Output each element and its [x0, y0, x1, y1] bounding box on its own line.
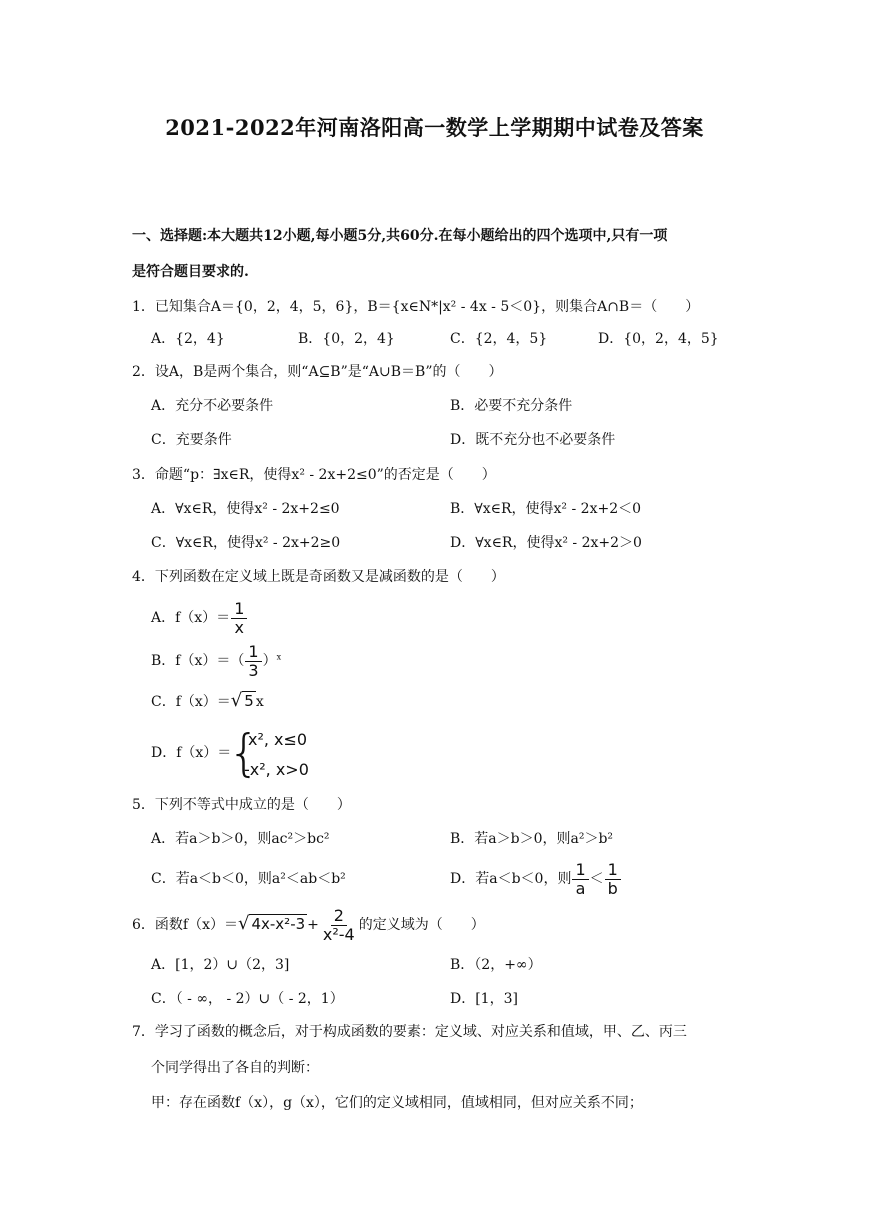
q3-option-d: D．∀x∈R，使得x² - 2x+2＞0: [450, 535, 642, 551]
q6-option-c: C．（ - ∞， - 2）∪（ - 2，1）: [151, 991, 344, 1007]
q1-option-b: B．{0，2，4}: [298, 331, 395, 347]
q4-d-case-1: x², x≤0: [248, 730, 308, 749]
left-brace-icon: {: [228, 724, 260, 782]
q4-a-fraction: [231, 600, 247, 637]
page-title: 2021-2022年河南洛阳高一数学上学期期中试卷及答案: [165, 115, 704, 140]
q7-stem-line-1: 7．学习了函数的概念后，对于构成函数的要素：定义域、对应关系和值域，甲、乙、丙三: [132, 1024, 687, 1040]
q6-fraction: [320, 907, 358, 944]
q6-option-b: B．（2，+∞）: [450, 957, 542, 973]
q5-stem: 5．下列不等式中成立的是（ ）: [132, 797, 351, 813]
q5-d-prefix: D．若a＜b＜0，则: [450, 871, 572, 887]
q6-stem-prefix: 6．函数f（x）＝: [132, 917, 238, 933]
q6-numerator: 2: [331, 907, 347, 926]
q2-stem: 2．设A，B是两个集合，则“A⊆B”是“A∪B＝B”的（ ）: [132, 364, 503, 380]
q3-option-c: C．∀x∈R，使得x² - 2x+2≥0: [151, 535, 341, 551]
q4-b-numerator: 1: [245, 643, 261, 662]
q5-option-d: [450, 860, 622, 898]
q4-a-numerator: 1: [231, 600, 247, 619]
q4-option-a: [151, 599, 248, 637]
sqrt-icon: √: [237, 913, 250, 934]
q4-b-denominator: 3: [248, 660, 259, 680]
q4-b-prefix: B．f（x）＝（: [151, 653, 245, 669]
q1-stem: 1．已知集合A＝{0，2，4，5，6}，B＝{x∈N*|x² - 4x - 5＜0}，则集合A∩B＝（ ）: [132, 299, 700, 315]
q4-c-radicand: 5: [244, 692, 254, 710]
q4-a-prefix: A．f（x）＝: [151, 610, 231, 626]
q6-option-d: D．[1，3]: [450, 991, 518, 1007]
q4-d-prefix: D．f（x）＝: [151, 745, 232, 761]
sqrt-icon: √: [230, 690, 243, 711]
q5-d-relation: ＜: [589, 871, 604, 887]
q2-option-b: B．必要不充分条件: [450, 398, 573, 414]
q5-d-numerator-2: 1: [605, 861, 621, 880]
q7-stem-line-2: 个同学得出了各自的判断：: [151, 1060, 319, 1076]
q2-option-a: A．充分不必要条件: [151, 398, 274, 414]
q4-b-fraction: [245, 643, 261, 680]
q5-d-fraction-2: [605, 861, 621, 898]
q5-option-c: C．若a＜b＜0，则a²＜ab＜b²: [151, 871, 346, 887]
q5-option-a: A．若a＞b＞0，则ac²＞bc²: [151, 831, 330, 847]
q5-d-fraction-1: [572, 861, 588, 898]
q6-stem-suffix: 的定义域为（ ）: [358, 917, 485, 933]
q6-plus: +: [307, 917, 319, 933]
q5-d-numerator-1: 1: [572, 861, 588, 880]
q1-option-d: D．{0，2，4，5}: [598, 331, 719, 347]
q3-option-a: A．∀x∈R，使得x² - 2x+2≤0: [151, 501, 340, 517]
q5-option-b: B．若a＞b＞0，则a²＞b²: [450, 831, 614, 847]
q1-option-a: A．{2，4}: [151, 331, 225, 347]
q4-b-exponent: x: [276, 652, 282, 662]
q4-a-denominator: x: [234, 617, 245, 637]
q6-denominator: x²-4: [322, 924, 355, 944]
q4-option-d: [151, 743, 231, 763]
q4-stem: 4．下列函数在定义域上既是奇函数又是减函数的是（ ）: [132, 569, 505, 585]
q3-option-b: B．∀x∈R，使得x² - 2x+2＜0: [450, 501, 642, 517]
q4-c-prefix: C．f（x）＝: [151, 694, 231, 710]
q6-option-a: A．[1，2）∪（2，3]: [151, 957, 290, 973]
q6-stem: [132, 905, 485, 944]
q3-stem: 3．命题“p：∃x∈R，使得x² - 2x+2≤0”的否定是（ ）: [132, 467, 496, 483]
q4-b-suffix: ）: [262, 653, 277, 669]
q2-option-c: C．充要条件: [151, 432, 232, 448]
q2-option-d: D．既不充分也不必要条件: [450, 432, 616, 448]
q4-d-case-2: -x², x>0: [244, 760, 309, 779]
section-heading-cont: 是符合题目要求的.: [132, 264, 249, 280]
q5-d-denominator-2: b: [607, 878, 618, 898]
q7-stem-line-3: 甲：存在函数f（x），g（x），它们的定义域相同，值域相同，但对应关系不同；: [151, 1095, 643, 1111]
q1-option-c: C．{2，4，5}: [450, 331, 548, 347]
q4-c-suffix: x: [255, 694, 264, 710]
q4-option-b: [151, 642, 281, 680]
section-heading: 一、选择题:本大题共12小题,每小题5分,共60分.在每小题给出的四个选项中,只有一项: [132, 228, 668, 244]
q6-radicand: 4x-x²-3: [251, 915, 306, 933]
q5-d-denominator-1: a: [575, 878, 586, 898]
q4-option-c: [151, 691, 264, 712]
